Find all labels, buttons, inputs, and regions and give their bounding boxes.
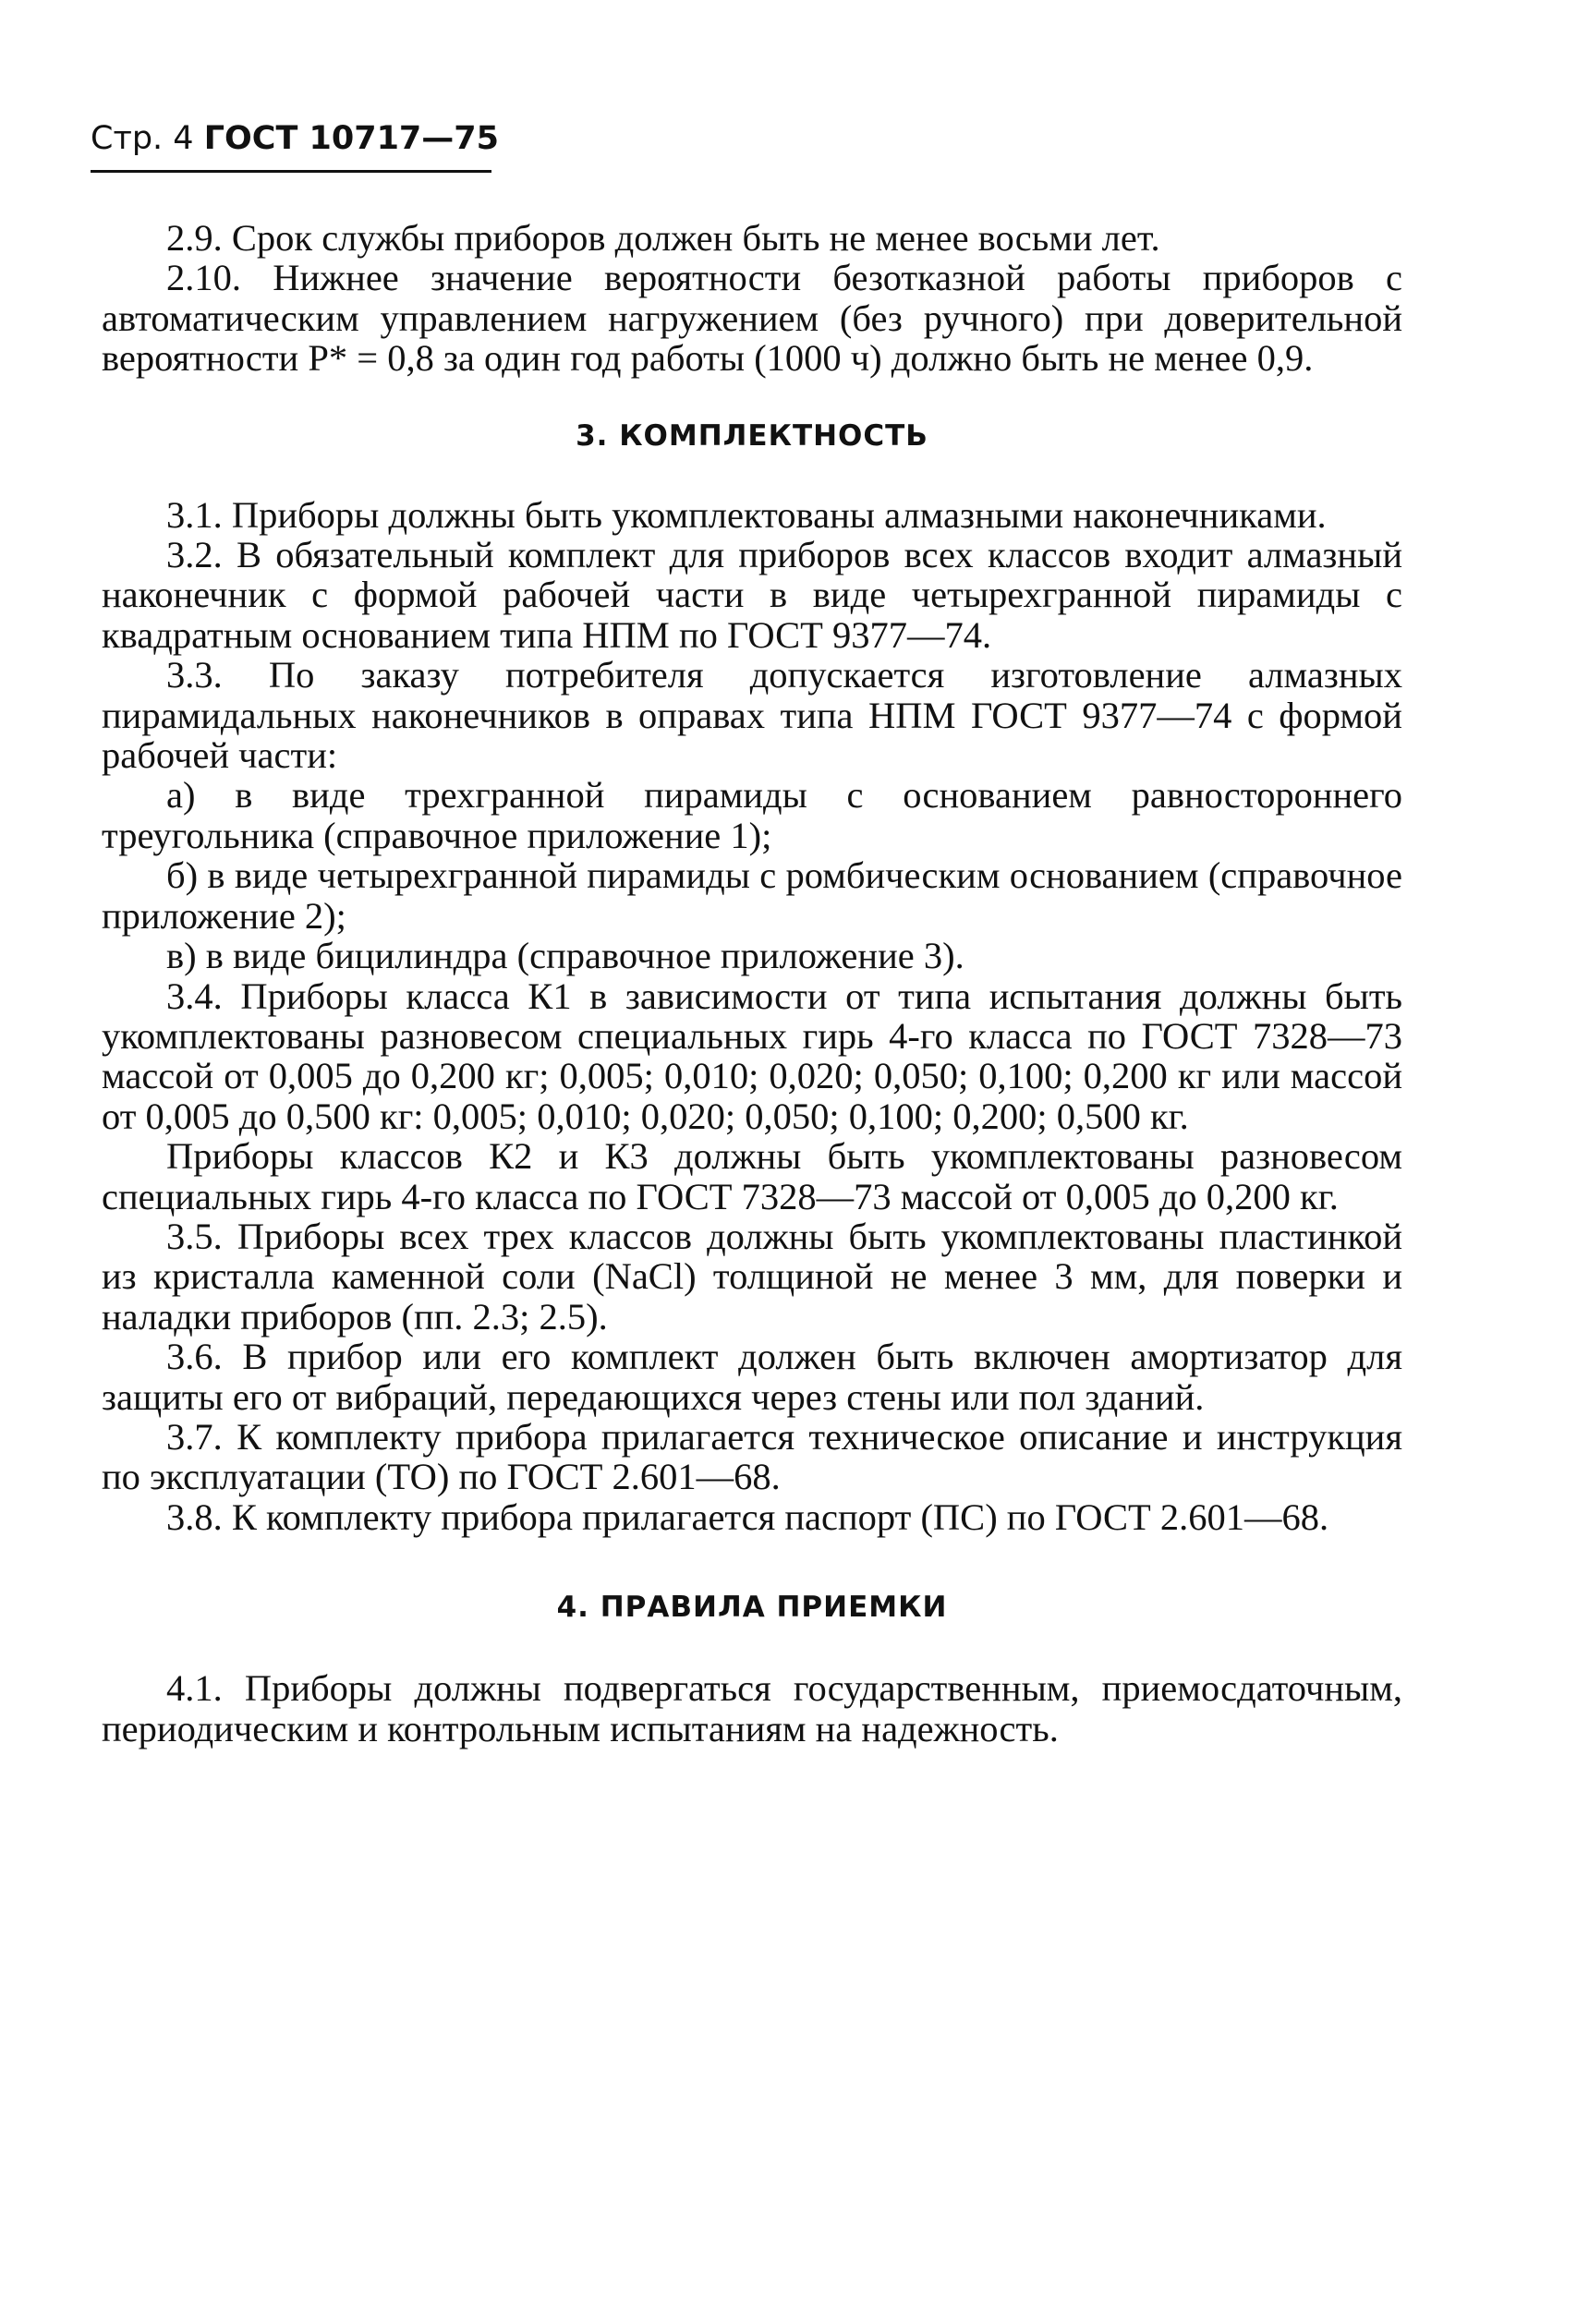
standard-code: ГОСТ 10717—75: [203, 120, 499, 157]
paragraph-3-8: 3.8. К комплекту прибора прилагается паспорт (ПС) по ГОСТ 2.601—68.: [166, 1495, 1329, 1538]
paragraph-3-5: 3.5. Приборы всех трех классов должны быть укомплектованы пластинкой из кристалла каменной соли (NaCl) толщиной не менее 3 мм, для поверки и наладки приборов (пп. 2.3; 2.5).: [102, 1215, 1402, 1338]
paragraph-3-3: 3.3. По заказу потребителя допускается изготовление алмазных пирамидальных наконечников в оправах типа НПМ ГОСТ 9377—74 с формой рабочей части:: [102, 654, 1402, 777]
paragraph-2-9: 2.9. Срок службы приборов должен быть не менее восьми лет.: [166, 217, 1160, 259]
page-header: [91, 118, 499, 159]
paragraph-3-2: 3.2. В обязательный комплект для приборов всех классов входит алмазный наконечник с формой рабочей части в виде четырехгранной пирамиды с квадратным основанием типа НПМ по ГОСТ 9377—74.: [102, 534, 1402, 656]
paragraph-3-6: 3.6. В прибор или его комплект должен быть включен амортизатор для защиты его от вибраций, передающихся через стены или пол зданий.: [102, 1336, 1402, 1418]
section-heading-completeness: 3. КОМПЛЕКТНОСТЬ: [576, 418, 928, 453]
paragraph-2-10: 2.10. Нижнее значение вероятности безотказной работы приборов с автоматическим управлением нагружением (без ручного) при доверительной вероятности P* = 0,8 за один год работы (1000 ч) должно быть не менее 0,9.: [102, 257, 1402, 380]
paragraph-3-4: 3.4. Приборы класса К1 в зависимости от типа испытания должны быть укомплектованы разновесом специальных гирь 4-го класса по ГОСТ 7328—73 массой от 0,005 до 0,200 кг; 0,005; 0,010; 0,020; 0,050; 0,100; 0,200 кг или массой от 0,005 до 0,500 кг: 0,005; 0,010; 0,020; 0,050; 0,100; 0,200; 0,500 кг.: [102, 974, 1402, 1137]
section-heading-acceptance-rules: 4. ПРАВИЛА ПРИЕМКИ: [556, 1591, 948, 1625]
paragraph-3-7: 3.7. К комплекту прибора прилагается техническое описание и инструкция по эксплуатации (ТО) по ГОСТ 2.601—68.: [102, 1415, 1402, 1498]
paragraph-4-1: 4.1. Приборы должны подвергаться государственным, приемосдаточным, периодическим и контрольным испытаниям на надежность.: [102, 1667, 1402, 1749]
paragraph-3-1: 3.1. Приборы должны быть укомплектованы алмазными наконечниками.: [166, 493, 1327, 536]
document-body: [102, 218, 1402, 1749]
header-rule: [91, 170, 491, 173]
list-item-3-3-c: в) в виде бицилиндра (справочное приложение 3).: [166, 935, 964, 977]
list-item-3-3-b: б) в виде четырехгранной пирамиды с ромбическим основанием (справочное приложение 2);: [102, 854, 1402, 937]
page-number-label: Стр. 4: [91, 120, 194, 157]
paragraph-3-4-continued: Приборы классов К2 и К3 должны быть укомплектованы разновесом специальных гирь 4-го класса по ГОСТ 7328—73 массой от 0,005 до 0,200 кг.: [102, 1135, 1402, 1217]
list-item-3-3-a: а) в виде трехгранной пирамиды с основанием равностороннего треугольника (справочное приложение 1);: [102, 774, 1402, 856]
